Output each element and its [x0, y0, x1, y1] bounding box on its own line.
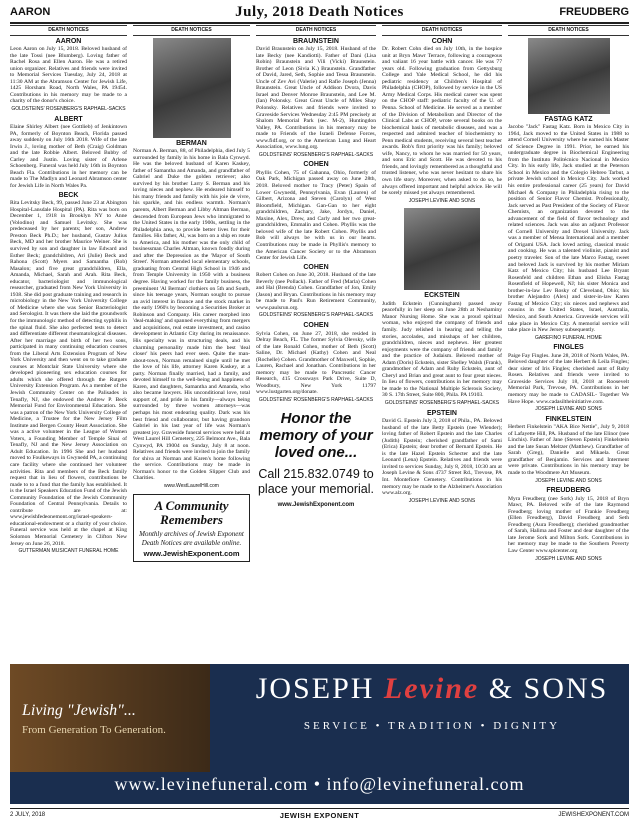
notice-text: Elaine Shirley Albert (nee Gottlieb) of Jenkintown PA, formerly of Boynton Beach, Florida passed away suddenly on July 16th 2018. Wife of the late Irwin J., loving mother of Beth (Craig) Goldman and the late Robbie Albert. Beloved Bubby of Carley and Justin. Loving sister of Arlene Schoenberg. Funeral was held July 16th in Boynton Beach Fla. Contributions in her memory can be made to The Madlyn and Leonard Abramson center for Jewish Life in North Wales Pa. — [10, 124, 127, 190]
notice-name: FREUDBERG — [546, 487, 591, 495]
promo-link[interactable]: www.JewishExponent.com — [143, 548, 240, 558]
notice-name: FASTAG KATZ — [544, 115, 593, 123]
notice-text: David Braunstein on July 15, 2018. Husband of the late Becky (nee Kandiotti). Father of Dani (Lisa Robin) Braunstein and Vili (Vicki) Braunstein. Brother of Leon (Sivia K.) Braunstein. Grandfather of David, Jared, Seth, Sophie and Tessa Braunstein. Uncle of Zev Avi (Valerie) and Rafie Joseph (Jenna) Braunstein. Great Uncle of Addison Dvora, Davis Israel and Denver Monroe Braunstein, and Lee M. (Ian) Polonsky. Great Great Uncle of Miles Shay Polonsky. Relatives and friends were invited to Graveside Services Wednesday 2:45 PM precisely at Shalom Memorial Park (sec. M-2), Huntingdon Valley, PA. Contributions in his memory may be made to Friends of the Israeli Defense Forces, www.fidf.org, or to the American Lung and Heart Association, www.lung.org. — [256, 46, 376, 151]
portrait-photo — [153, 38, 231, 138]
ad-brand — [235, 672, 629, 706]
notice-name: FINKELSTEIN — [545, 415, 592, 423]
notice-name: COHN — [431, 37, 453, 45]
section-label: DEATH NOTICES — [508, 25, 629, 36]
page-title: July, 2018 Death Notices — [235, 4, 404, 20]
column-1 — [10, 25, 127, 662]
page-header — [10, 4, 629, 24]
notice-text: Rita Levitsky Beck, 99, passed June 23 at Abington Hospital-Lansdale Hospital (PA). Rita was born on December 1, 1918 in Brooklyn NY to Anne (Volodino) and Samuel Levitsky. She was predeceased by her parents; her son, Andrew Preston Beck Ph.D.; her husband, Gustav Julius Beck, MD and her brother Maurice Weiner. She is survived by son and daughter in law Edward and Esther Beck; grandchildren, Ari (Julie) Beck and Rahona (Scott) Myers and Samantha (Rob) Masalon; and five great grandchildren, Ella, Amanda, Michael, Sarah and Arah. Rita Beck, educator, bacteriologist and immunological researcher, graduated from New York University in 1938. She did post graduate training and research in microbiology in the New York University College of Medicine where she was Senior Bacteriologist and Serologist. It was there she laid the groundwork for the immunologic method of detecting syphilis in the spinal fluid. She also perfected tests to detect and differentiate different rheumatological diseases. After her marriage and birth of her two sons, participated in many continuing education courses from the Liberal Arts Extension Program of New York University and then went on to take graduate courses at Montclair State University where she developed pioneering sex education courses for adults which she offered through the Rutgers University Extension Program. As a member of the Jewish Community Center on the Palisades in Tenafly, NJ, she endowed the Andrew P. Beck Memorial Fund for Environmental Education. She was a patron of the New York University College of Medicine, a Trustee for the New Jersey Film Institute and Bergen County Heart Association. She was a active volunteer in the League of Women Voters, a Founding Member of Temple Sinai of Tenafly, NJ and the New Jersey Association on Adult Education. In 1996 She and her husband moved to Foulkeways in Gwynedd PA, a continuing care facility where she continued her volunteer activities. Rita and members of the Beck family request that in lieu of flowers, contributions be made to to a fund that the family has established. It is the Israel Speakers Education Fund of the Jewish Community Foundation of the Jewish Community Foundation of Central Pennsylvania. Details to contribute are at: www.jewishfedeonemont.org/israel-speakers-educational-endowment or a charity of your choice. Funeral service was held at the chapel at King Solomon Memorial Cemetery in Clifton New Jersey on June 26, 2018. — [10, 200, 127, 547]
column-5 — [508, 25, 629, 662]
notice-name: EPSTEIN — [427, 409, 457, 417]
notice-name: COHEN — [303, 161, 329, 169]
notice-name: BRAUNSTEIN — [293, 37, 339, 45]
footer-publication: JEWISH EXPONENT — [279, 811, 360, 820]
funeral-home: JOSEPH LEVINE AND SONS — [535, 555, 602, 562]
section-label: DEATH NOTICES — [10, 25, 127, 36]
footer-page-date: 2 JULY, 2018 — [10, 812, 46, 818]
family-photo — [10, 664, 210, 772]
ad-slogan-sub: From Generation To Generation. — [22, 724, 166, 736]
memorial-ad — [256, 410, 376, 509]
notice-name: BECK — [58, 191, 79, 199]
funeral-home-ad — [10, 664, 629, 804]
brand-right: & SONS — [479, 672, 609, 705]
funeral-home: JOSEPH LEVINE AND SONS — [408, 497, 476, 504]
brand-left: JOSEPH — [255, 672, 384, 705]
notice-name: FINGLES — [553, 344, 584, 352]
funeral-home: GAREFINO FUNERAL HOME — [534, 334, 603, 341]
funeral-home: www.WestLaurelHill.com — [164, 482, 219, 489]
notice-text: Norman A. Berman, 88, of Philadelphia, died July 5 surrounded by family in his home in Bala Cynwyd. He was the beloved husband of Karen Kaskey, father of Samantha and Amanda, and grandfather of Gabriel and Duke the golden retriever; also survived by his brother Larry S. Berman and his loving nieces and nephew. He endeared himself to his many friends and family with his joie de vivre, his sparkle, and his endless warmth. Norman's parents, Albert Berman and Libby Altman Berman, descended from European Jews who immigrated to the United States in the early 1900s, settling in the Philadelphia area, to provide better lives for their families. His father, Al, was born on a ship en route to America, and his mother was the only child of businessman Charles Altman, known fondly during and after the Depression as the 'Mayor of South Street'. Norman attended local elementary schools, graduating from Central High School in 1946 and from Temple University in 1950 with a business degree. Having worked for the family business, the preeminent 'Al Berman' clothiers on 5th and South, since his teenage years, Norman sought to pursue an avid interest in finance and the stock market in the early 1960's by becoming a Securities Broker at Robinson and Company. His career morphed into 'deal-making' and spanned everything from mergers and acquisitions, real estate investment, and casino development in Atlantic City during its renaissance. His specialty was in structuring deals, and his charming personality made him the best 'deal closer' his peers had ever seen. Quite the man-about-town, Norman remained single until he met the love of his life, attorney Karen Kaskey, at a party. Norman finally married, had a family, and devoted himself to the well-being and happiness of Karen, and daughters, Samantha and Amanda, who also became lawyers. His unconditional love, total support of, and pride in his family—always being surrounded by three women attorneys—was perhaps his most endearing quality. Dark was his best friend and collaborator, but having grandson Gabriel in his last year of life was Norman's greatest joy. Graveside funeral services were held at West Laurel Hill Cemetery, 225 Belmont Ave., Bala Cynwyd, PA 19004 on Sunday, July 8 at noon. Relatives and friends were invited to join the family for shiva at Norman and Karen's home following the service. Contributions may be made in Norman's honor to the Golden Slipper Club and Charities. — [133, 148, 250, 482]
promo-subtitle: Monthly archives of Jewish Exponent Death Notices are available online. — [139, 529, 244, 547]
notice-text: Sylvia Cohen, on June 27, 2018, she resided in Delray Beach, FL. The former Sylvia Olevsky, wife of the late Ronald Cohen, mother of Beth (Scott) Saline, Dr. Michael (Kathy) Cohen and Neal (Rochelle) Cohen. Grandmother of Maxwell, Sophie, Lauren, Rachael and Jonathan. Contributions in her memory may be made to Pancreatic Cancer Research, 415 Crossways Park Drive, Suite D, Woodbury, New York 11797 www.lustgarten.org/donate. — [256, 330, 376, 396]
notice-text: Dr. Robert Cohn died on July 10th, in the hospice unit at Bryn Mawr Terrace, following a courageous and valiant 16 year battle with cancer. He was 77 years old. Following graduation from Gettysburg College and Yale Medical School, he did his pediatric residency at Children's Hospital of Philadelphia (CHOP), followed by service in the US Army Medical Corps. His medical career was spent on the CHOP staff: pediatric faculty of the U. of Penna. School of Medicine. He served as a member of the Division of Metabolism and Director of the Clinical Labs at CHOP, wrote several books on the biochemical basis of metabolic diseases, and was a respected and admired teacher of biochemistry to Penn medical students, receiving several best teacher awards. Bob's first priority was his family; beloved wife, Nancy, to whom he was married for 50 years, and sons Eric and Scott. He was devoted to his friends, and lovingly remembered as a thoughtful and trusted listener, who was never hesitant to share his own life story. Moreover, when asked to do so, he always offered important and helpful advice. He will be sorely missed yet always remembered. — [382, 46, 502, 197]
notice-name: ECKSTEIN — [424, 292, 460, 300]
header-right-name: FREUDBERG — [559, 6, 629, 18]
funeral-home: JOSEPH LEVINE AND SONS — [535, 406, 602, 413]
notice-text: Paige Fay Fingles. June 28, 2018 of North Wales, PA. Beloved daughter of the late Herbert & Leila Fingles; dear sister of Iris Fingles; cherished aunt of Ruby Rosen. Relatives and friends were invited to Graveside Services July 18, 2018 at Roosevelt Memorial Park, Trevose, PA. Contributions in her memory may be made to CADASIL- Together We Have Hope. www.cadasiltheinitiative.com. — [508, 352, 629, 405]
funeral-home: JOSEPH LEVINE AND SONS — [535, 477, 602, 484]
notice-name: COHEN — [303, 321, 329, 329]
ad-tagline: SERVICE • TRADITION • DIGNITY — [303, 720, 561, 732]
ad-contact-link[interactable]: www.levinefuneral.com • info@levinefuneral.com — [114, 774, 525, 794]
funeral-home: GOLDSTEINS' ROSENBERG'S RAPHAEL-SACKS — [258, 396, 374, 403]
funeral-home: GOLDSTEINS' ROSENBERG'S RAPHAEL-SACKS — [384, 399, 500, 406]
notice-columns — [10, 25, 629, 662]
notice-text: Jacobo "Jack" Fastag Katz. Born in Mexico City in 1964, Jack moved to the United States in 1988 to attend Cornell University where he earned his Master of Science Degree in 1991. Prior, he earned his undergraduate degree in Biochemical Engineering from the Instituto Politécnico Nacional in Mexico City. In his early life, Jack studied at the Peterson School in Mexico and the Colegio Hebreo Tarbut, a private Jewish school in Mexico City. Jack worked his entire professional career (25 years) for David Michael & Company in Philadelphia rising to the position of Senior Flavor Chemist. Professionally, Jack served as Past President of the Society of Flavor Chemists, an organization devoted to the advancement of the field of flavor technology and related sciences. Jack was also an adjunct Professor of Cornell University and Drexel University. Jack was a member of Mensa International and a member of Origami USA. Jack loved acting, classical music and cooking. He was a talented violinist, pianist and poetry traveler. Son of the late Marco Fastag, sweet and beloved Jack is survived by his mother Miriam Katz of Mexico City; his husband Lee Bryant Rosenfeld and children Ethan and Elisha Fastag Rosenfield of Hopewell, NJ; his sister Monica and brother-in-law Lev Rosky of Cleveland, Ohio; his brother Alejandro (Alex) and sister-in-law Karen Fastag of Mexico City; six nieces and nephews and cousins in the United States, Israel, Australia, Mexico, and South America. Graveside services will take place in Mexico City. A memorial service will take place in New Jersey subsequently. — [508, 124, 629, 334]
notice-name: BERMAN — [176, 139, 207, 147]
funeral-home: GOLDSTEINS' ROSENBERG'S RAPHAEL-SACKS — [258, 312, 374, 319]
notice-name: AARON — [55, 37, 82, 45]
brand-logo-word: Levine — [383, 672, 480, 705]
funeral-home: GUTTERMAN MUSICANT FUNERAL HOME — [18, 548, 119, 555]
page-footer — [10, 808, 629, 821]
section-label: DEATH NOTICES — [133, 25, 250, 36]
section-label: DEATH NOTICES — [382, 25, 502, 36]
portrait-photo — [404, 208, 480, 290]
notice-text: Myra Freudberg (nee Sork) July 15, 2018 of Bryn Mawr, PA. Beloved wife of the late Raymond Freudberg; loving mother of Frankie Freudberg (Ellen Freudberg), David Freudberg and Seth Freudberg (Aura Freudberg); cherished grandmother of Sarah, Halima and Foster and dear daughter of the late Jerome Sork and Milton Sork. Contributions in her memory may be made to the Southern Poverty Law Center www.splcenter.org — [508, 495, 629, 554]
portrait-photo — [528, 38, 610, 114]
notice-text: Robert Cohen on June 30, 2018. Husband of the late Beverly (nee Pollack). Father of Fred (Marla) Cohen and Hal (Brenda) Cohen. Grandfather of Jon, Emily (Jason) and Bryan. Contributions in his memory may be made to Paul's Run Retirement Community, www.paulsrun.org. — [256, 272, 376, 311]
notice-text: Phyllis Cohen, 75 of Gahanna, Ohio, formerly of Oak Park, Michigan passed away on June 28th, 2018. Beloved mother to Tracy (Peter) Spain of Lower Gwynedd, Pennsylvania, Evan (Lauren) of Gilbert, Arizona and Steven (Carolyn) of West Bloomfield, Michigan. Gan-Gan to her eight grandchildren, Zachary, Jake, Jordyn, Daniel, Maxine, Alex, Drew, and Carly and her two great-grandchildren, Emmalin and Cohen. Phyllis was the beloved wife of the late Robert Cohen. Phyllis and Bob will always be with us in our hearts. Contributions may be made in Phyllis's memory to the American Cancer Society or to the Abramson Center for Jewish Life. — [256, 169, 376, 262]
notice-text: Herbert Finkelstein "AKA Bice Nettie", July 9, 2018 of Lafayette Hill, PA. Husband of the late Elinor (nee Linchis). Father of Jane (Steven Epstein) Finkelstein and the late Susan Meltzer (Matthew). Grandfather of Sarah (Greg), Danielle and Mikaela. Great grandfather of Benjamin. Services and Interment were private. Contributions in his memory may be made to the Woodmere Art Museum. — [508, 424, 629, 476]
ad-slogan: Living "Jewish"... — [22, 702, 136, 719]
notice-name: COHEN — [303, 263, 329, 271]
notice-text: Leon Aaron on July 15, 2018. Beloved husband of the late Tossi (nee Blumberg). Loving father of Rachel Rosa and Ellen Aaron. He was a retired union organizer. Relatives and friends were invited to Memorial Services Tuesday, July 24, 2018 at 11:30 AM at the Abramson Center for Jewish Life, 1425 Horsham Road, North Wales, PA 19454. Contributions in his memory may be made to a charity of the donor's choice. — [10, 46, 127, 105]
funeral-home: GOLDSTEINS' ROSENBERG'S RAPHAEL-SACKS — [11, 106, 126, 113]
promo-title: A Community Remembers — [154, 497, 229, 527]
header-left-name: AARON — [10, 6, 51, 18]
funeral-home: JOSEPH LEVINE AND SONS — [408, 197, 476, 204]
notice-name: ALBERT — [54, 115, 83, 123]
notice-text: Judith Eckstein (Cunningham) passed away peacefully in her sleep on June 28th at Neshaminy Manor Nursing Home. She was a proud spiritual woman, who enjoyed the company of friends and family. Judy relished in hearing and telling the stories, accolades, and misshaps of her children, grandchildren, nieces and nephews. Her greatest enjoyments were the company of friends and family and the practice of Judaism. Beloved mother of Adam (Doris) Eckstein, sister Shelley Walsh (Frank), grandmother of Adam and Ruby Eckstein, aunt of Cheryl and Brian and great aunt to four great nieces. In lieu of flowers, contributions in her memory may be made to the National Multiple Sclerosis Society, 30 S. 17th Street, Suite 800, Phila. PA 19103. — [382, 300, 502, 399]
memorial-ad-call: Call 215.832.0749 to place your memorial. — [257, 466, 374, 496]
notice-text: David G. Epstein July 3, 2018 of Phila., PA. Beloved husband of the late Betty Epstein (nee Wiender); loving father of Robert Epstein and the late Charles (Judith) Epstein; cherished grandfather of Sami (Erica) Epstein; dear brother of Bernard Epstein. He is the late Hazel Epstein Schecter and the late Leonard (Lena) Epstein. Relatives and friends were invited to services Sunday, July 8, 2018, 10:30 am at Joseph Levine & Sons 4737 Street Rd., Trevose, PA Int. Montefiore Cemetery. Contributions in his memory may be made to the Alzheimer's Association www.alz.org. — [382, 418, 502, 497]
memorial-ad-link[interactable]: www.JewishExponent.com — [277, 501, 355, 508]
column-2 — [133, 25, 250, 662]
memorial-ad-title: Honor the memory of your loved one... — [259, 409, 373, 461]
column-4 — [382, 25, 502, 662]
column-3 — [256, 25, 376, 662]
archive-promo — [133, 494, 250, 563]
funeral-home: GOLDSTEINS' ROSENBERG'S RAPHAEL-SACKS — [258, 151, 374, 158]
section-label: DEATH NOTICES — [256, 25, 376, 36]
footer-website: JEWISHEXPONENT.COM — [558, 812, 629, 818]
